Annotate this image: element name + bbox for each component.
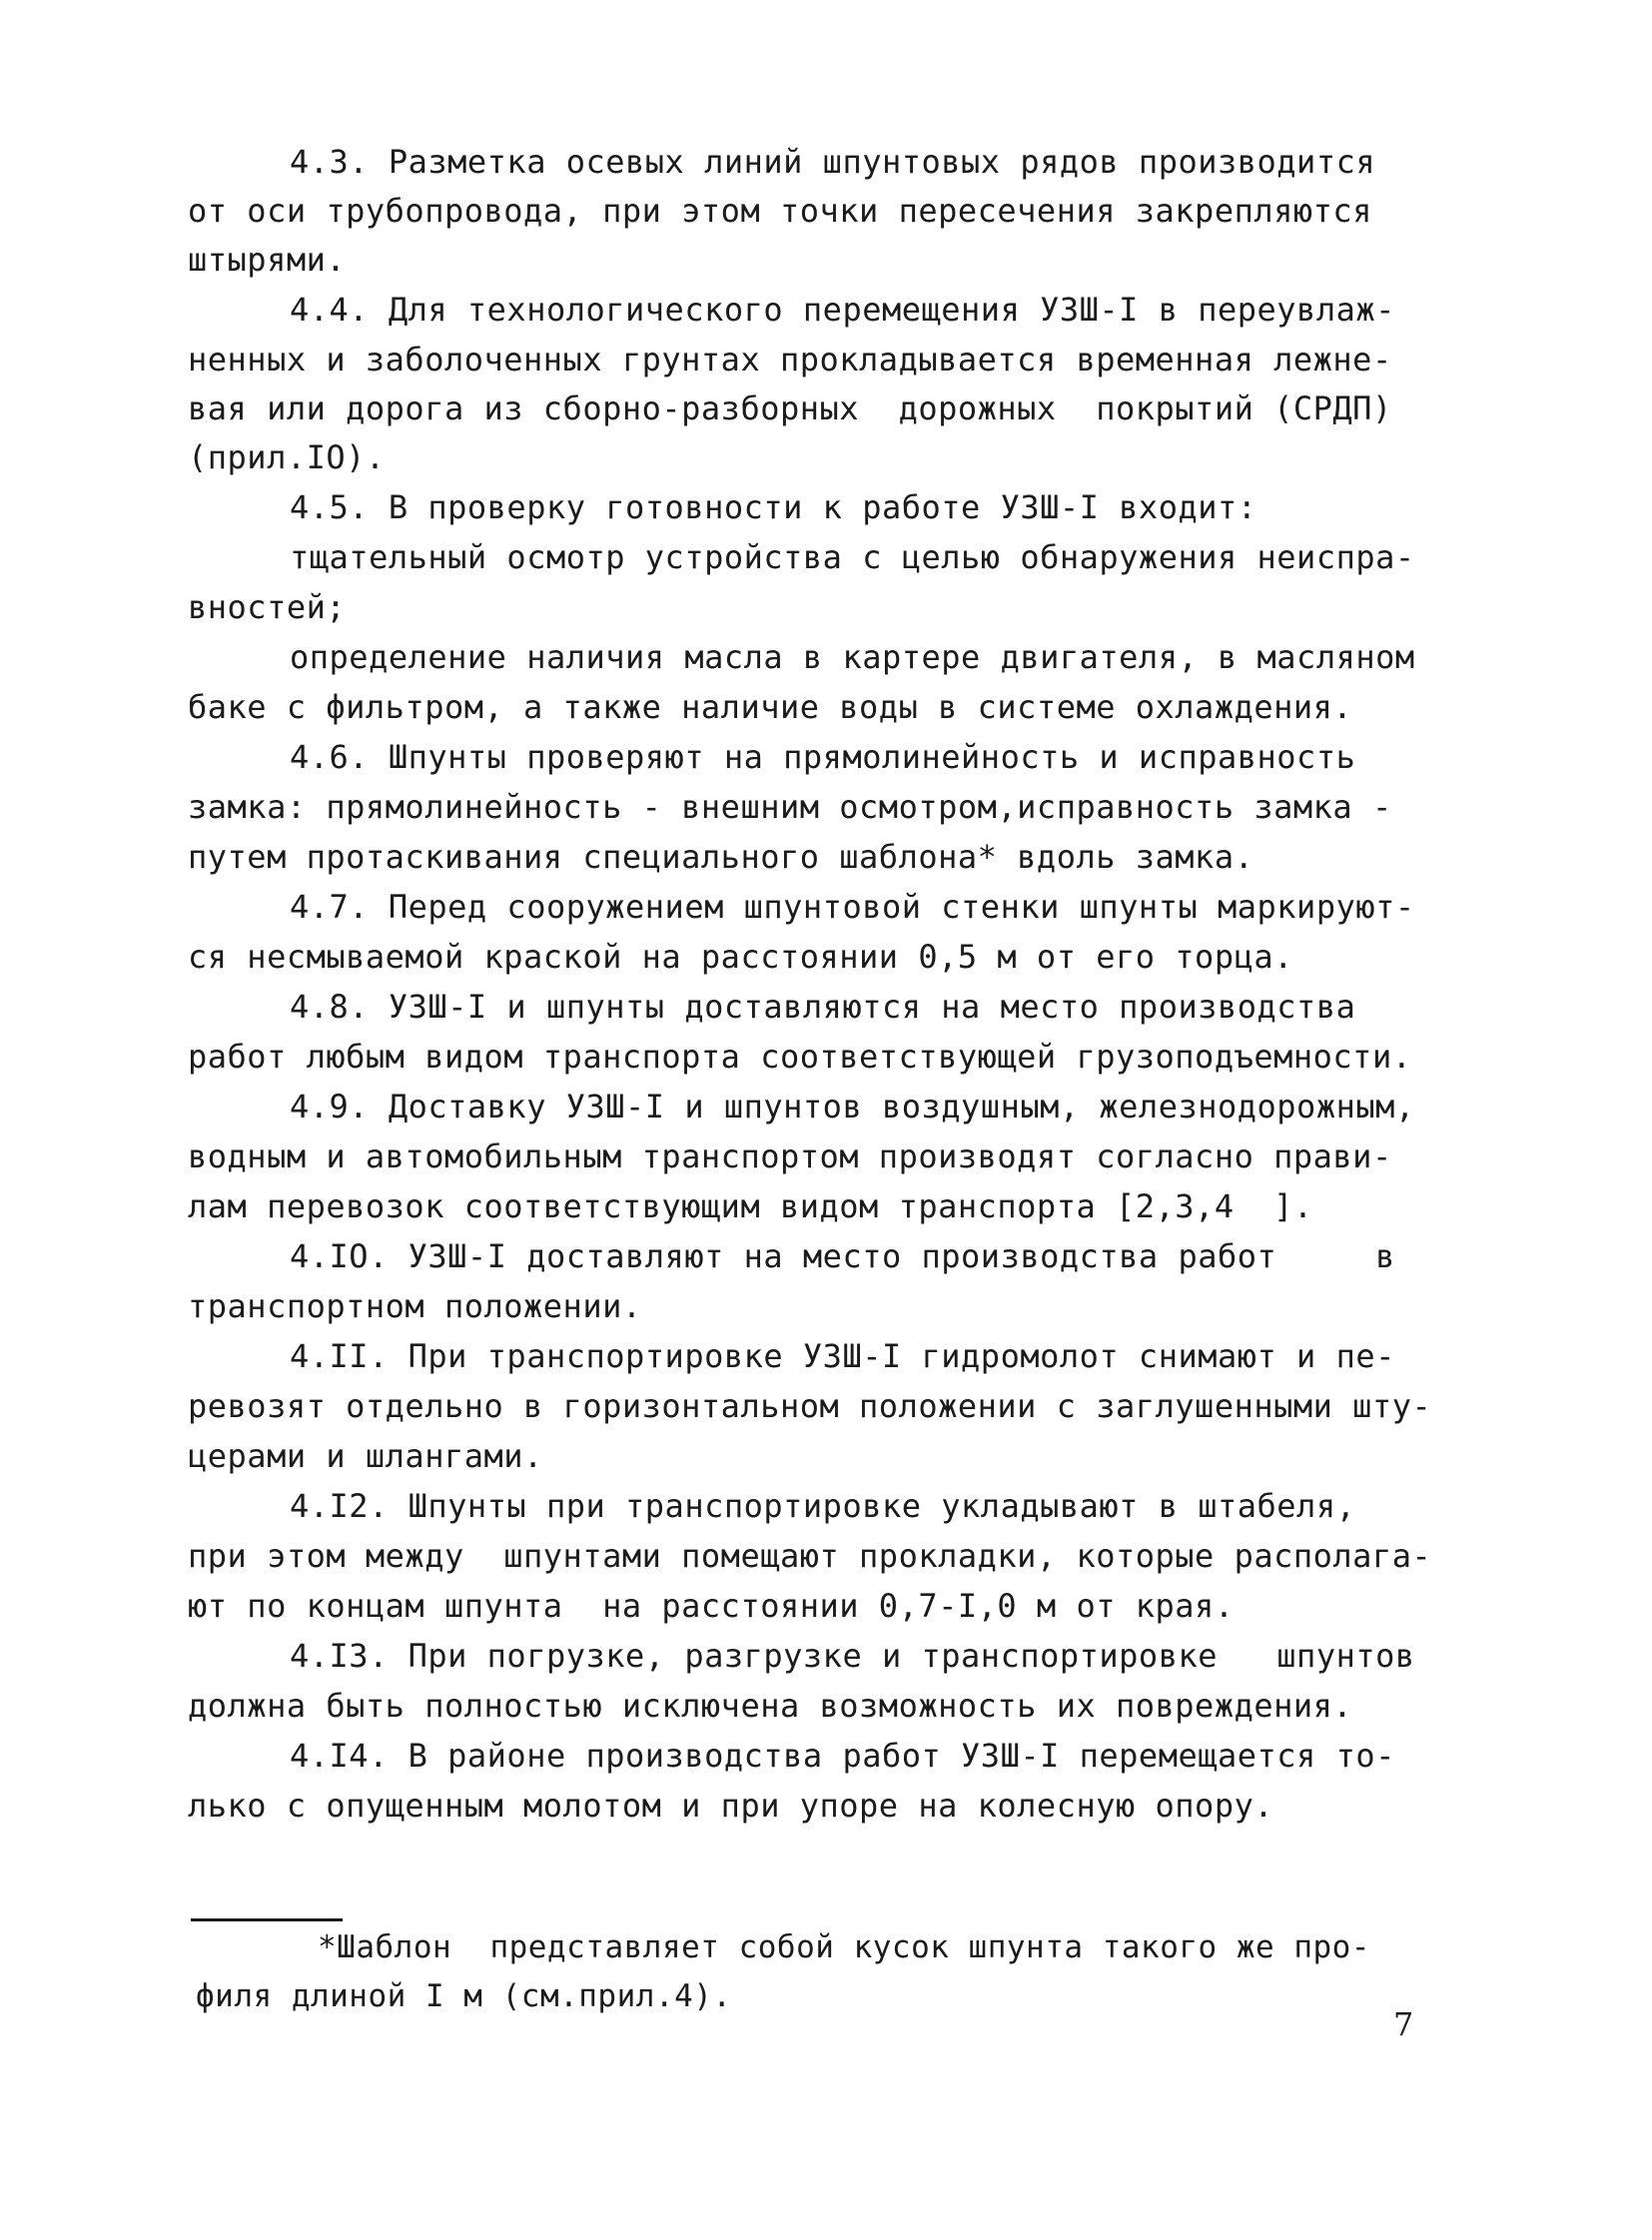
text-line: 4.II. При транспортировке УЗШ-I гидромолот снимают и пе- xyxy=(290,1337,1395,1375)
text-line: вая или дорога из сборно-разборных дорожных покрытий (СРДП) xyxy=(188,389,1392,427)
text-line: 4.6. Шпунты проверяют на прямолинейность и исправность xyxy=(290,738,1356,776)
footnote-line: *Шаблон представляет собой кусок шпунта такого же про- xyxy=(318,1929,1370,1965)
text-line: замка: прямолинейность - внешним осмотром,исправность замка - xyxy=(188,788,1392,826)
text-line: определение наличия масла в картере двигателя, в масляном xyxy=(290,638,1415,676)
text-line: 4.I4. В районе производства работ УЗШ-I перемещается то- xyxy=(290,1737,1395,1775)
text-line: 4.8. УЗШ-I и шпунты доставляются на место производства xyxy=(290,988,1356,1026)
text-line: 4.I2. Шпунты при транспортировке укладывают в штабеля, xyxy=(290,1487,1356,1525)
text-line: тщательный осмотр устройства с целью обнаружения неиспра- xyxy=(290,538,1415,576)
text-line: должна быть полностью исключена возможность их повреждения. xyxy=(188,1687,1353,1725)
text-line: 4.IO. УЗШ-I доставляют на место производства работ в xyxy=(290,1237,1395,1275)
text-line: работ любым видом транспорта соответствующей грузоподъемности. xyxy=(188,1038,1412,1076)
page-number: 7 xyxy=(1393,2005,1414,2043)
text-line: 4.9. Доставку УЗШ-I и шпунтов воздушным, железнодорожным, xyxy=(290,1088,1415,1125)
text-line: от оси трубопровода, при этом точки пересечения закрепляются xyxy=(188,192,1372,230)
text-line: 4.4. Для технологического перемещения УЗШ-I в переувлаж- xyxy=(290,291,1395,329)
text-line: 4.3. Разметка осевых линий шпунтовых рядов производится xyxy=(290,143,1376,181)
text-line: церами и шлангами. xyxy=(188,1437,543,1475)
text-line: 4.5. В проверку готовности к работе УЗШ-I входит: xyxy=(290,488,1257,526)
text-line: вностей; xyxy=(188,588,347,626)
text-line: путем протаскивания специального шаблона* вдоль замка. xyxy=(188,838,1254,876)
text-line: водным и автомобильным транспортом производят согласно прави- xyxy=(188,1137,1392,1175)
text-line: ненных и заболоченных грунтах прокладывается временная лежне- xyxy=(188,341,1392,378)
text-line: баке с фильтром, а также наличие воды в системе охлаждения. xyxy=(188,688,1353,726)
footnote-separator xyxy=(191,1918,343,1921)
text-line: при этом между шпунтами помещают прокладки, которые располага- xyxy=(188,1537,1432,1575)
text-line: штырями. xyxy=(188,241,347,279)
text-line: ревозят отдельно в горизонтальном положении с заглушенными шту- xyxy=(188,1387,1432,1425)
footnote-line: филя длиной I м (см.прил.4). xyxy=(196,1978,732,2014)
text-line: (прил.IO). xyxy=(188,438,386,476)
text-line: 4.7. Перед сооружением шпунтовой стенки шпунты маркируют- xyxy=(290,888,1415,926)
text-line: ся несмываемой краской на расстоянии 0,5 м от его торца. xyxy=(188,938,1293,976)
text-line: транспортном положении. xyxy=(188,1287,642,1325)
text-line: 4.I3. При погрузке, разгрузке и транспортировке шпунтов xyxy=(290,1637,1415,1675)
text-line: лам перевозок соответствующим видом транспорта [2,3,4 ]. xyxy=(188,1187,1313,1225)
text-line: ют по концам шпунта на расстоянии 0,7-I,0 м от края. xyxy=(188,1587,1235,1625)
text-line: лько с опущенным молотом и при упоре на колесную опору. xyxy=(188,1787,1274,1825)
